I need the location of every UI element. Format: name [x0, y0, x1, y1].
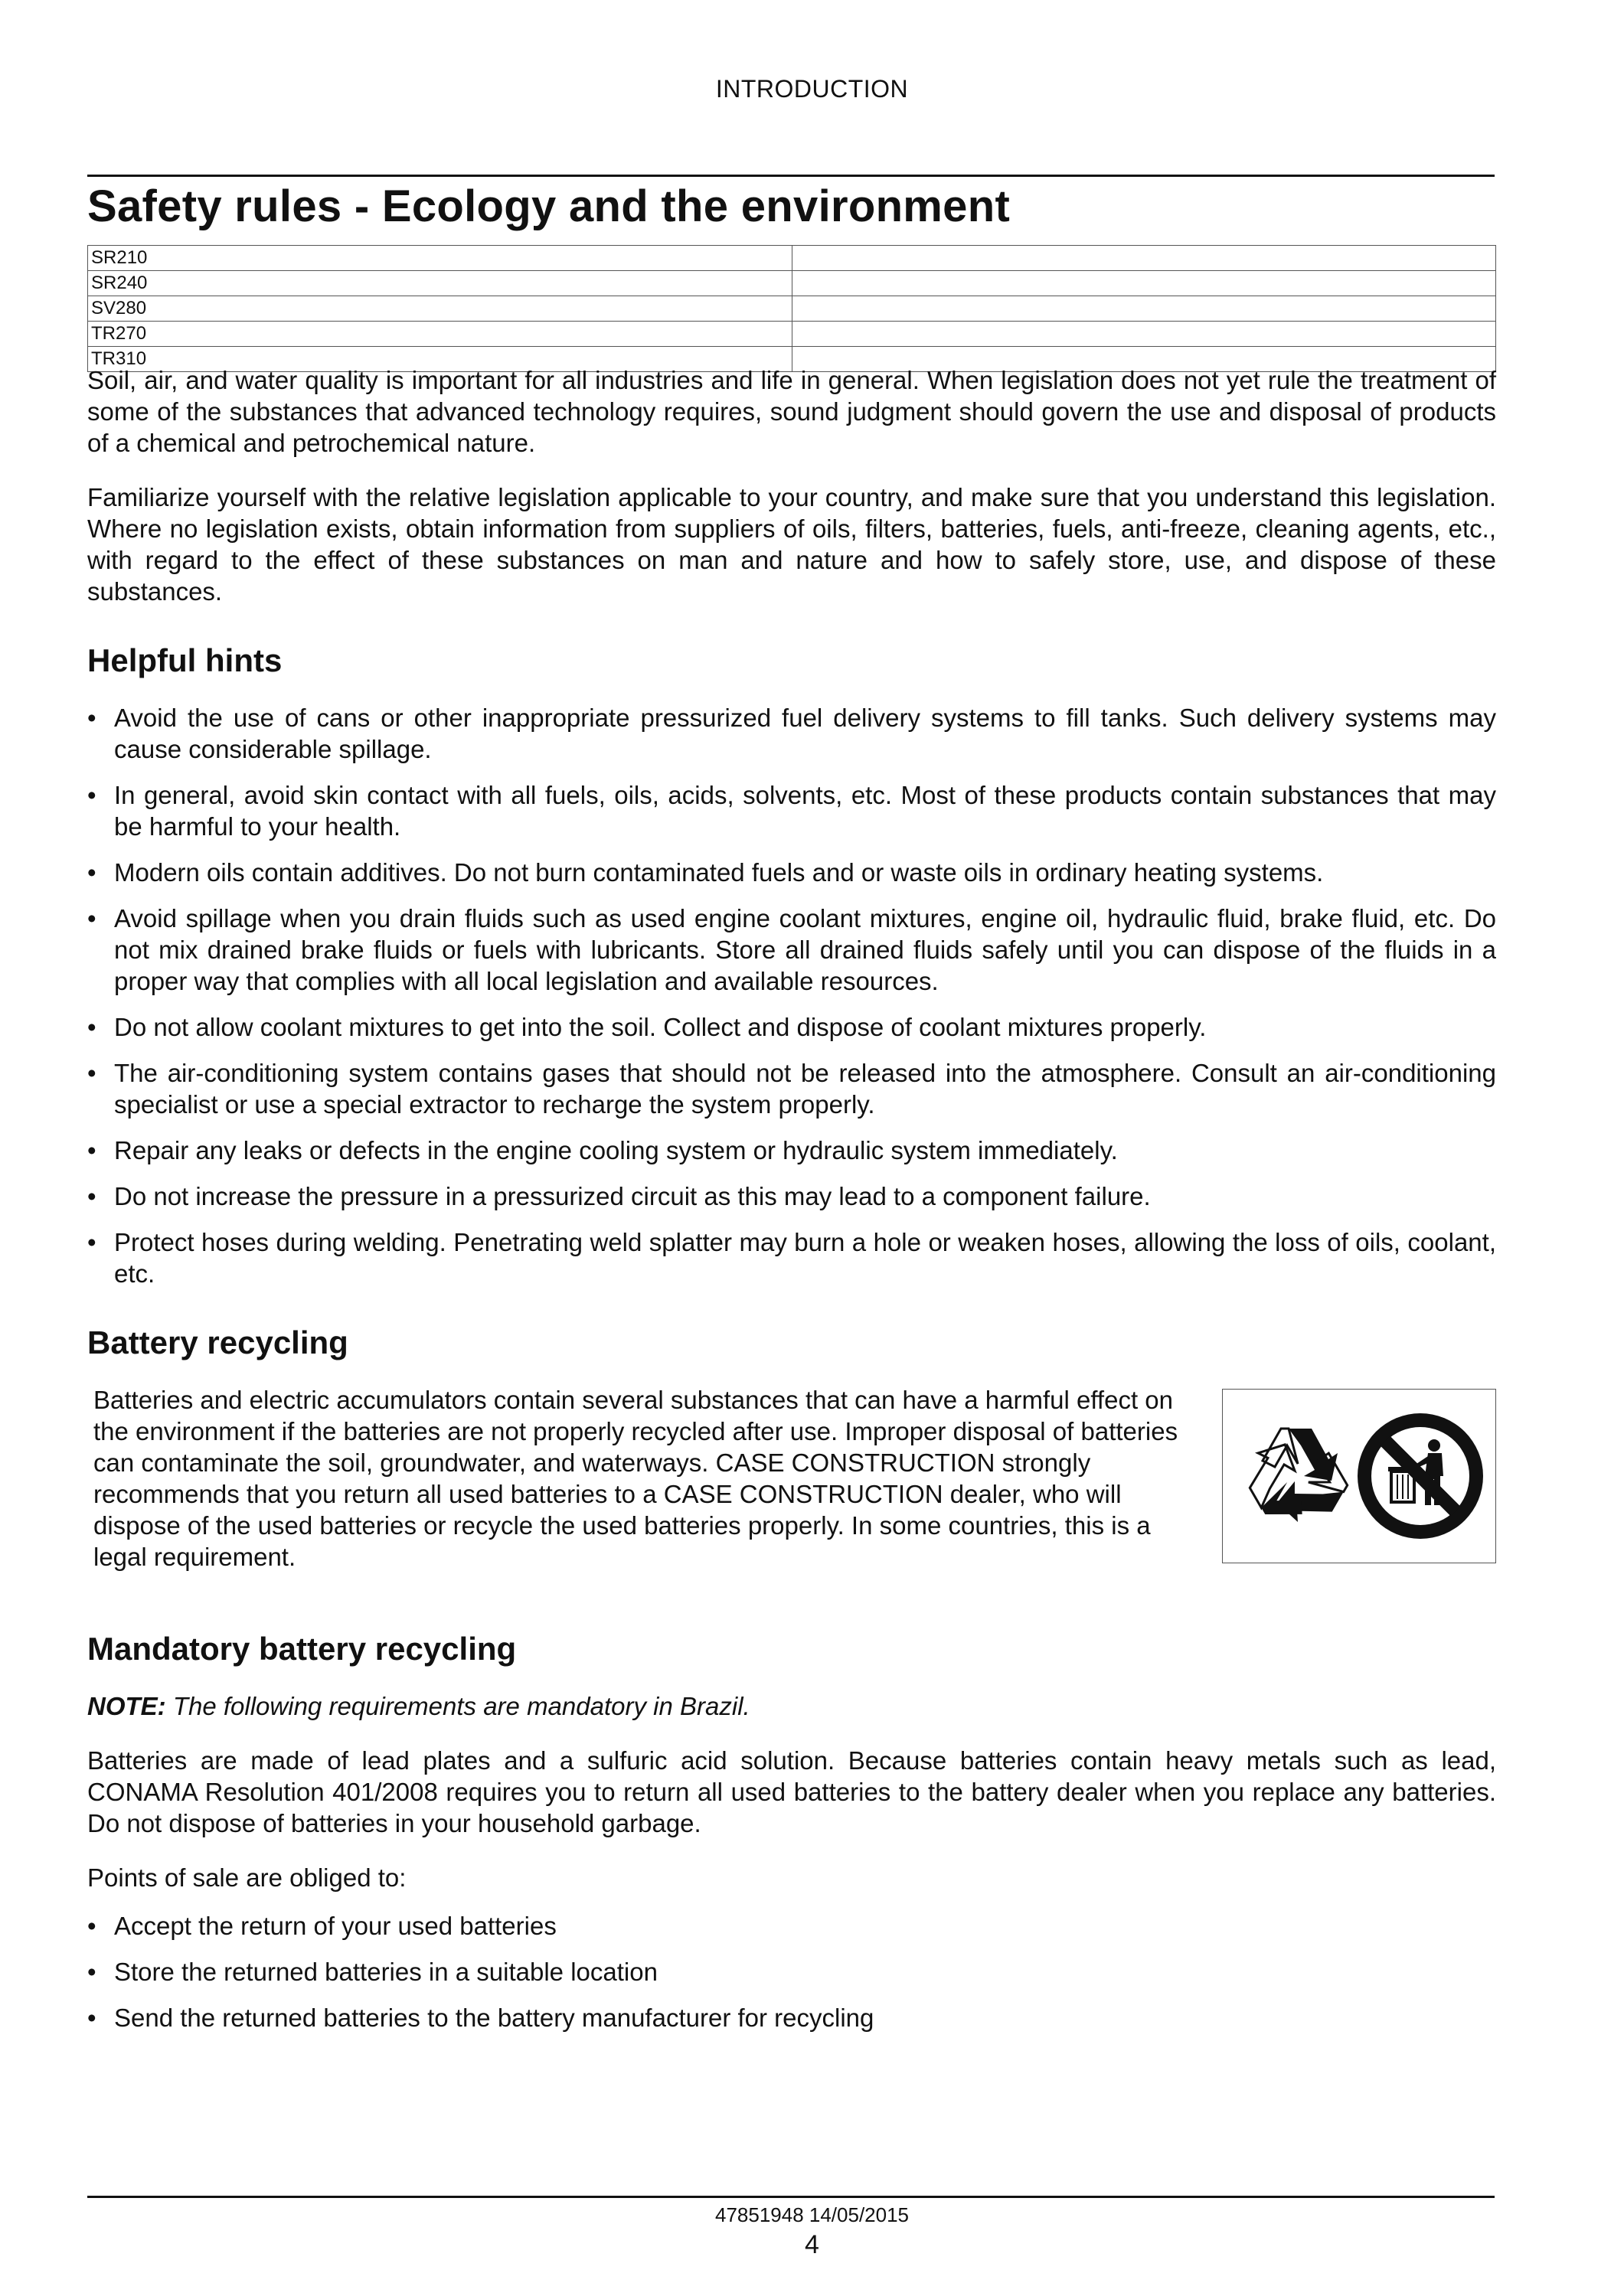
bullet: • — [87, 1912, 96, 1940]
list-item-text: The air-conditioning system contains gases that should not be released into the atmosphere. Consult an air-conditioning specialist or use a special extractor to recharge the system properly. — [114, 1059, 1496, 1119]
list-item-text: Avoid the use of cans or other inappropriate pressurized fuel delivery systems to fill tanks. Such delivery systems may cause considerable spillage. — [114, 704, 1496, 763]
model-cell: SV280 — [88, 296, 792, 322]
note-label: NOTE: — [87, 1692, 166, 1720]
list-item-text: Avoid spillage when you drain fluids such as used engine coolant mixtures, engine oil, hydraulic fluid, brake fluid, etc. Do not mix drained brake fluids or fuels with lubricants. Store all drained fluids safely until you can dispose of the fluids in a proper way that complies with all local legislation and available resources. — [114, 904, 1496, 995]
document-id: 47851948 14/05/2015 — [714, 2203, 910, 2226]
table-row — [88, 296, 1496, 322]
bullet: • — [87, 781, 96, 809]
page-title: Safety rules - Ecology and the environment — [87, 181, 1011, 231]
table-row — [88, 246, 1496, 271]
page-number: 4 — [805, 2230, 819, 2259]
empty-cell — [792, 271, 1496, 296]
empty-cell — [792, 322, 1496, 347]
list-item-text: Repair any leaks or defects in the engine cooling system or hydraulic system immediately. — [114, 1136, 1118, 1164]
list-item — [87, 1011, 1496, 1043]
list-item-text: Send the returned batteries to the battery manufacturer for recycling — [114, 2004, 874, 2032]
list-item-text: Accept the return of your used batteries — [114, 1912, 557, 1940]
bullet: • — [87, 1013, 96, 1041]
intro-paragraph: Familiarize yourself with the relative legislation applicable to your country, and make sure that you understand this legislation. Where no legislation exists, obtain information from suppliers of oils, filters, batteries, fuels, anti-freeze, cleaning agents, etc., with regard to the effect of these substances on man and nature and how to safely store, use, and dispose of these substances. — [87, 483, 1496, 606]
bullet: • — [87, 1958, 96, 1986]
battery-recycling-text: Batteries and electric accumulators contain several substances that can have a harmful effect on the environment if the batteries are not properly recycled after use. Improper disposal of batteries can contaminate the soil, groundwater, and waterways. CASE CONSTRUCTION strongly recommends that you return all used batteries to a CASE CONSTRUCTION dealer, who will dispose of the used batteries or recycle the used batteries properly. In some countries, this is a legal requirement. — [93, 1386, 1178, 1571]
list-item — [87, 1135, 1496, 1166]
title-rule — [87, 175, 1495, 177]
table-row — [88, 322, 1496, 347]
obligations-list — [87, 1910, 1496, 2033]
battery-recycling-figure — [1222, 1389, 1496, 1563]
model-cell: TR270 — [88, 322, 792, 347]
footer-rule — [87, 2196, 1495, 2198]
bullet: • — [87, 904, 96, 932]
section-heading-helpful-hints: Helpful hints — [87, 642, 283, 678]
list-item — [87, 1181, 1496, 1212]
main-content — [87, 364, 1496, 2048]
running-header: INTRODUCTION — [715, 75, 909, 103]
recycling-symbols-illustration — [1229, 1396, 1489, 1556]
helpful-hints-list — [87, 702, 1496, 1289]
list-item — [87, 857, 1496, 888]
bullet: • — [87, 1228, 96, 1256]
list-item — [87, 779, 1496, 842]
note-text: The following requirements are mandatory in Brazil. — [172, 1692, 750, 1720]
mandatory-paragraph: Points of sale are obliged to: — [87, 1863, 407, 1892]
recycle-icon — [1237, 1429, 1356, 1534]
list-item — [87, 903, 1496, 997]
model-cell: SR210 — [88, 246, 792, 271]
list-item-text: Do not allow coolant mixtures to get into the soil. Collect and dispose of coolant mixtures properly. — [114, 1013, 1207, 1041]
list-item — [87, 1910, 1496, 1942]
list-item — [87, 702, 1496, 765]
bullet: • — [87, 1182, 96, 1210]
model-cell: TR310 — [88, 347, 792, 372]
list-item — [87, 1057, 1496, 1120]
list-item — [87, 2002, 1496, 2033]
table-row — [88, 271, 1496, 296]
no-litter-icon — [1358, 1413, 1483, 1539]
section-heading-mandatory-battery-recycling: Mandatory battery recycling — [87, 1631, 517, 1667]
list-item-text: In general, avoid skin contact with all fuels, oils, acids, solvents, etc. Most of these products contain substances that may be harmful to your health. — [114, 781, 1496, 841]
list-item-text: Do not increase the pressure in a pressurized circuit as this may lead to a component failure. — [114, 1182, 1151, 1210]
list-item — [87, 1226, 1496, 1289]
list-item-text: Modern oils contain additives. Do not burn contaminated fuels and or waste oils in ordinary heating systems. — [114, 858, 1324, 887]
battery-recycling-block — [87, 1384, 1496, 1595]
bullet: • — [87, 858, 96, 887]
note — [87, 1690, 1496, 1722]
model-applicability-table — [87, 245, 1496, 372]
bullet: • — [87, 2004, 96, 2032]
empty-cell — [792, 246, 1496, 271]
list-item-text: Protect hoses during welding. Penetrating weld splatter may burn a hole or weaken hoses, allowing the loss of oils, coolant, etc. — [114, 1228, 1496, 1288]
list-item-text: Store the returned batteries in a suitable location — [114, 1958, 658, 1986]
empty-cell — [792, 296, 1496, 322]
intro-paragraph: Soil, air, and water quality is important for all industries and life in general. When legislation does not yet rule the treatment of some of the substances that advanced technology requires, sound judgment should govern the use and disposal of products of a chemical and petrochemical nature. — [87, 366, 1496, 457]
bullet: • — [87, 704, 96, 732]
bullet: • — [87, 1136, 96, 1164]
section-heading-battery-recycling: Battery recycling — [87, 1324, 348, 1360]
mandatory-paragraph: Batteries are made of lead plates and a sulfuric acid solution. Because batteries contain heavy metals such as lead, CONAMA Resolution 401/2008 requires you to return all used batteries to the battery dealer when you replace any batteries. Do not dispose of batteries in your household garbage. — [87, 1746, 1496, 1837]
list-item — [87, 1956, 1496, 1987]
bullet: • — [87, 1059, 96, 1087]
model-cell: SR240 — [88, 271, 792, 296]
